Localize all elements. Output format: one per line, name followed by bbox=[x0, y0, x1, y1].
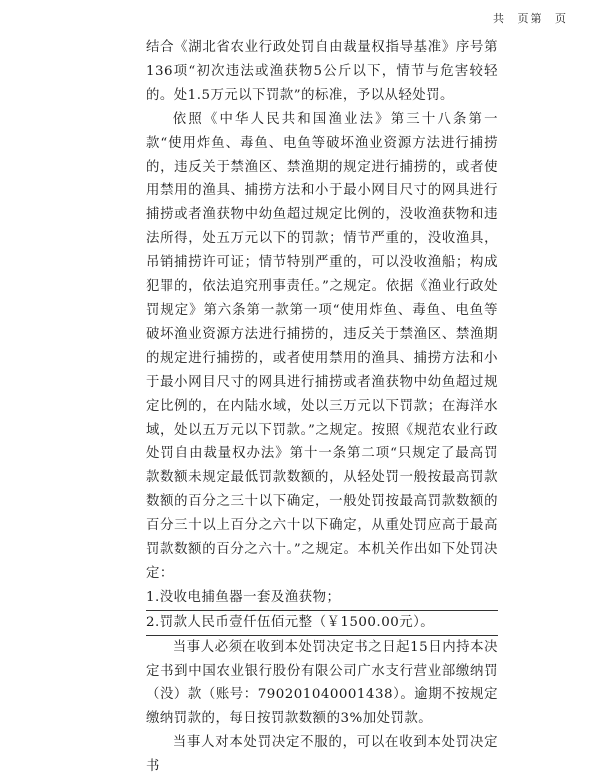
decision-item-confiscation: 1.没收电捕鱼器一套及渔获物； bbox=[146, 586, 498, 611]
header-page: 页第 bbox=[517, 12, 544, 25]
paragraph-appeal-notice: 当事人对本处罚决定不服的，可以在收到本处罚决定书 bbox=[146, 735, 498, 775]
decision-list bbox=[146, 586, 498, 636]
paragraph-legal-basis: 依照《中华人民共和国渔业法》第三十八条第一款“使用炸鱼、毒鱼、电鱼等破坏渔业资源方法进行捕捞的，违反关于禁渔区、禁渔期的规定进行捕捞的，或者使用禁用的渔具、捕捞方法和小于最小网目尺寸的网具进行捕捞或者渔获物中幼鱼超过规定比例的，没收渔获物和违法所得，处五万元以下的罚款；情节严重的，没收渔具，吊销捕捞许可证；情节特别严重的，可以没收渔船；构成犯罪的，依法追究刑事责任。”之规定。依据《渔业行政处罚规定》第六条第一款第一项“使用炸鱼、毒鱼、电鱼等破坏渔业资源方法进行捕捞的，违反关于禁渔区、禁渔期的规定进行捕捞的，或者使用禁用的渔具、捕捞方法和小于最小网目尺寸的网具进行捕捞或者渔获物中幼鱼超过规定比例的，在内陆水域，处以三万元以下罚款；在海洋水域，处以五万元以下罚款。”之规定。按照《规范农业行政处罚自由裁量权办法》第十一条第二项“只规定了最高罚款数额未规定最低罚款数额的，从轻处罚一般按最高罚款数额的百分之三十以下确定，一般处罚按最高罚款数额的百分三十以上百分之六十以下确定，从重处罚应高于最高罚款数额的百分之六十。”之规定。本机关作出如下处罚决定： bbox=[146, 111, 498, 581]
decision-item-fine: 2.罚款人民币壹仟伍佰元整（￥1500.00元）。 bbox=[146, 611, 498, 636]
paragraph-payment-instructions: 当事人必须在收到本处罚决定书之日起15日内持本决定书到中国农业银行股份有限公司广水支行营业部缴纳罚（没）款（账号：790201040001438）。逾期不按规定缴纳罚款的，每日按罚款数额的3%加处罚款。 bbox=[146, 639, 498, 727]
paragraph-standard-reference: 结合《湖北省农业行政处罚自由裁量权指导基准》序号第136项“初次违法或渔获物5公斤以下，情节与危害较轻的。处1.5万元以下罚款”的标准，予以从轻处罚。 bbox=[146, 40, 498, 103]
document-body bbox=[146, 36, 498, 779]
page-header bbox=[487, 10, 568, 26]
header-total: 共 bbox=[493, 12, 506, 25]
header-page-end: 页 bbox=[555, 12, 568, 25]
